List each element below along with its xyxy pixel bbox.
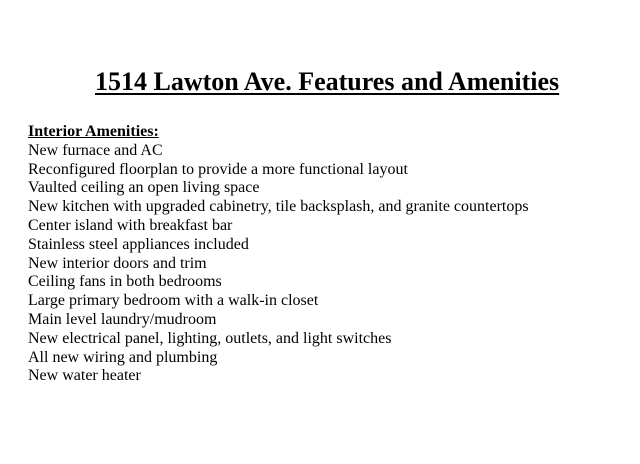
list-item: Stainless steel appliances included <box>28 235 249 253</box>
list-item: New kitchen with upgraded cabinetry, tile backsplash, and granite countertops <box>28 198 529 216</box>
list-item: New furnace and AC <box>28 141 163 159</box>
list-item: New electrical panel, lighting, outlets, and light switches <box>28 329 392 347</box>
list-item: Ceiling fans in both bedrooms <box>28 273 222 291</box>
page-title: 1514 Lawton Ave. Features and Amenities <box>95 67 560 96</box>
section-heading: Interior Amenities: <box>28 123 159 140</box>
list-item: New water heater <box>28 367 141 385</box>
list-item: Large primary bedroom with a walk-in closet <box>28 292 319 310</box>
list-item: Reconfigured floorplan to provide a more functional layout <box>28 160 408 178</box>
list-item: Vaulted ceiling an open living space <box>28 179 260 197</box>
list-item: New interior doors and trim <box>28 254 207 272</box>
list-item: Main level laundry/mudroom <box>28 310 217 328</box>
list-item: Center island with breakfast bar <box>28 216 233 234</box>
interior-amenities-section <box>28 123 529 386</box>
list-item: All new wiring and plumbing <box>28 348 218 366</box>
